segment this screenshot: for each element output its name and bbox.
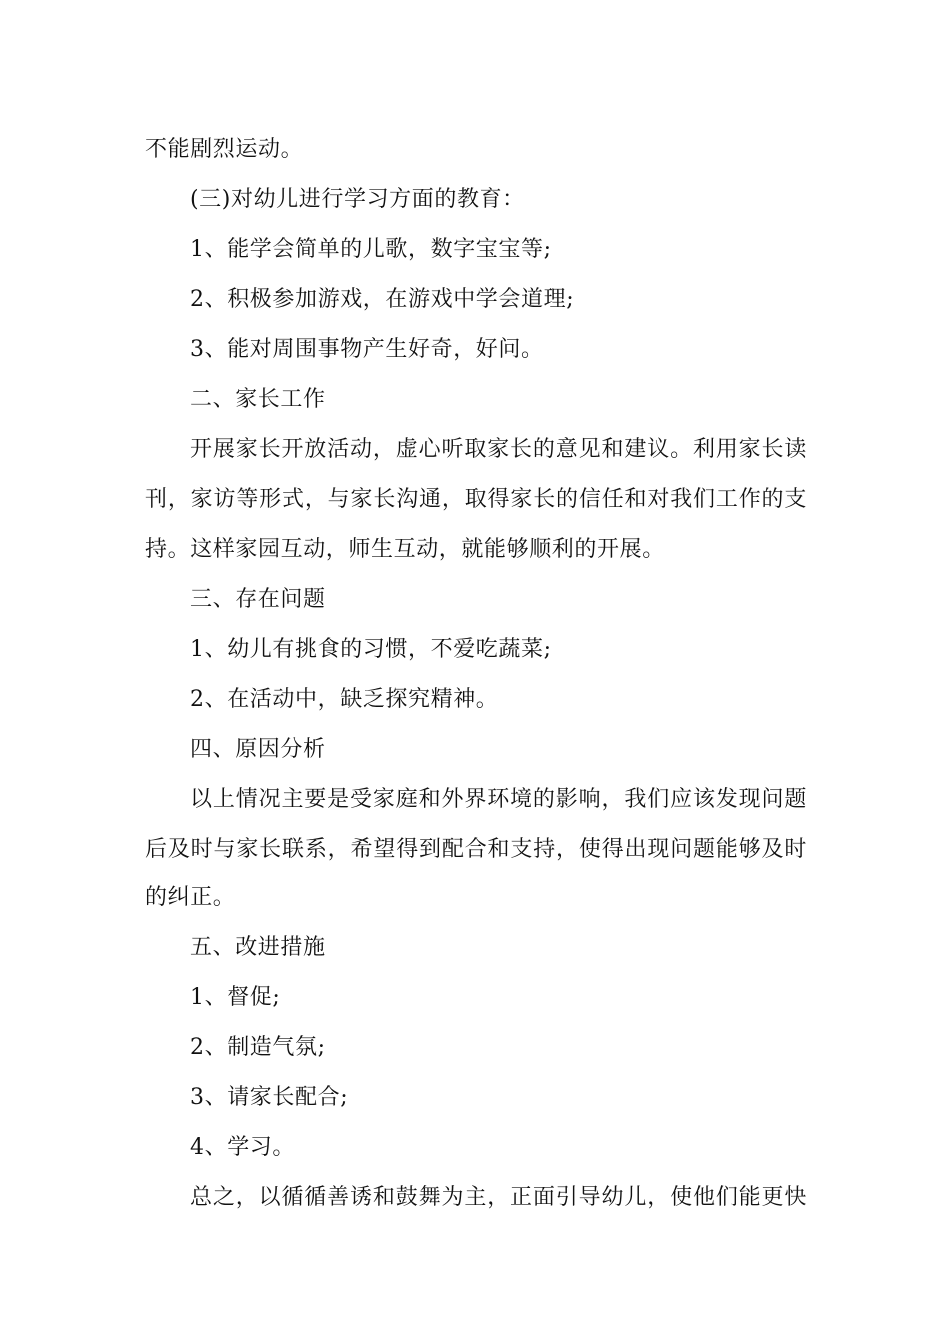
- section-heading: (三)对幼儿进行学习方面的教育：: [190, 187, 525, 212]
- paragraph-line: 以上情况主要是受家庭和外界环境的影响，我们应该发现问题: [190, 787, 807, 812]
- list-item: 1、能学会简单的儿歌，数字宝宝等;: [190, 237, 552, 262]
- list-item: 1、督促;: [190, 985, 281, 1010]
- section-heading: 五、改进措施: [190, 935, 326, 960]
- list-item: 4、学习。: [190, 1135, 295, 1160]
- list-item: 2、在活动中，缺乏探究精神。: [190, 687, 499, 712]
- section-heading: 二、家长工作: [190, 387, 326, 412]
- section-heading: 三、存在问题: [190, 587, 326, 612]
- section-heading: 四、原因分析: [190, 737, 326, 762]
- list-item: 3、请家长配合;: [190, 1085, 349, 1110]
- list-item: 2、制造气氛;: [190, 1035, 326, 1060]
- paragraph-line: 开展家长开放活动，虚心听取家长的意见和建议。利用家长读: [190, 437, 807, 462]
- paragraph-line: 持。这样家园互动，师生互动，就能够顺利的开展。: [145, 537, 665, 562]
- text-line: 不能剧烈运动。: [145, 137, 304, 162]
- list-item: 1、幼儿有挑食的习惯，不爱吃蔬菜;: [190, 637, 552, 662]
- paragraph-line: 的纠正。: [145, 885, 236, 910]
- list-item: 3、能对周围事物产生好奇，好问。: [190, 337, 544, 362]
- list-item: 2、积极参加游戏，在游戏中学会道理;: [190, 287, 575, 312]
- paragraph-line: 刊，家访等形式，与家长沟通，取得家长的信任和对我们工作的支: [145, 487, 807, 512]
- paragraph-line: 总之，以循循善诱和鼓舞为主，正面引导幼儿，使他们能更快: [190, 1185, 807, 1210]
- paragraph-line: 后及时与家长联系，希望得到配合和支持，使得出现问题能够及时: [145, 837, 807, 862]
